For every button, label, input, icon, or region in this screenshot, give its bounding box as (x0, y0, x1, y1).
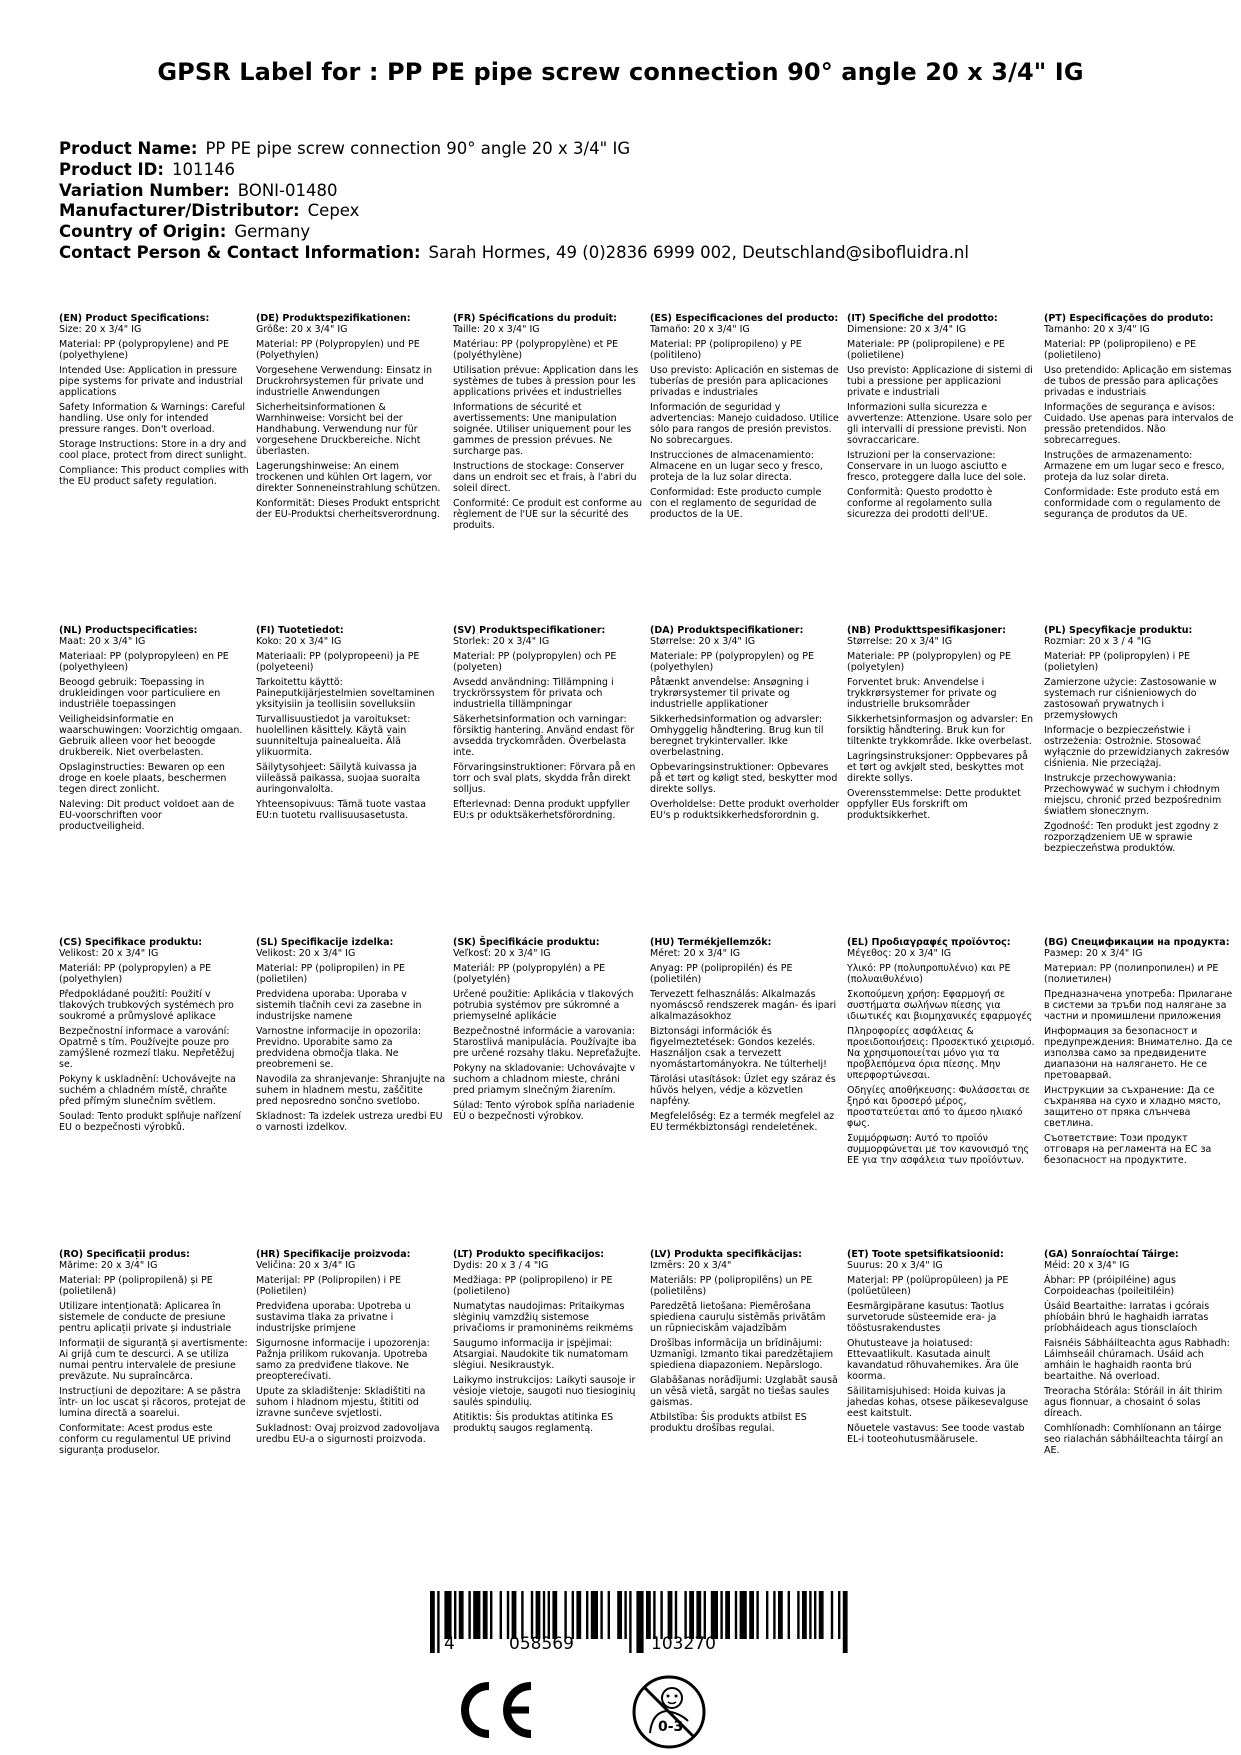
spec-paragraph: Naleving: Dit product voldoet aan de EU-voorschriften voor productveiligheid. (59, 799, 235, 832)
barcode-bar (617, 1591, 622, 1639)
language-spec-heading: (LT) Produkto specifikacijos: (453, 1249, 605, 1260)
language-spec-heading: (CS) Specifikace produktu: (59, 937, 203, 948)
spec-paragraph: Påtænkt anvendelse: Ansøgning i trykrørsystemer til private og industrielle applikationer (650, 677, 809, 710)
language-spec-block (1044, 937, 1234, 1170)
spec-paragraph: Material: PP (polypropylen) och PE (polyeten) (453, 651, 617, 673)
spec-paragraph: Beoogd gebruik: Toepassing in drukleidingen voor particuliere en industriële toepassingen (59, 677, 221, 710)
size-line: Velikost: 20 x 3/4" IG (256, 948, 356, 959)
language-spec-block (59, 937, 249, 1137)
spec-paragraph: Predviđena uporaba: Upotreba u sustavima tlaka za privatne i industrijske primjene (256, 1301, 411, 1334)
spec-paragraph: Laikymo instrukcijos: Laikyti sausoje ir vėsioje vietoje, saugoti nuo tiesioginių saulės spindulių. (453, 1375, 636, 1408)
barcode-bar (536, 1591, 541, 1639)
language-spec-block (256, 1249, 446, 1449)
language-spec-block (256, 937, 446, 1137)
spec-paragraph: Informações de segurança e avisos: Cuidado. Use apenas para intervalos de pressão pretendidos. Não sobrecarregues. (1044, 402, 1234, 446)
spec-paragraph: Lagringsinstruksjoner: Oppbevares på et tørt og avkjølt sted, beskyttes mot direkte sollys. (847, 751, 1028, 784)
barcode-bar (473, 1591, 480, 1639)
barcode-bar (778, 1591, 783, 1639)
spec-paragraph: Ohutusteave ja hoiatused: Ettevaatlikult. Kasutada ainult kavandatud rõhuvahemikes. Ära üle koorma. (847, 1338, 1019, 1382)
barcode-bar (437, 1591, 439, 1653)
language-spec-heading: (ES) Especificaciones del producto: (650, 313, 839, 324)
spec-paragraph: Instrucciones de almacenamiento: Almacene en un lugar seco y fresco, proteja de la luz solar directa. (650, 450, 823, 483)
manufacturer-row (59, 201, 969, 222)
spec-paragraph: Uso previsto: Applicazione di sistemi di tubi a pressione per applicazioni private e industriali (847, 365, 1033, 398)
spec-paragraph: Sukladnost: Ovaj proizvod zadovoljava uredbu EU-a o sigurnosti proizvoda. (256, 1423, 440, 1445)
spec-paragraph: Materiał: PP (polipropylen) i PE (polietylen) (1044, 651, 1190, 673)
spec-paragraph: Bezpečnostní informace a varování: Opatrně s tím. Používejte pouze pro zamýšlené rozmezí tlaku. Nepřetěžuj se. (59, 1026, 235, 1070)
spec-paragraph: Istruzioni per la conservazione: Conservare in un luogo asciutto e fresco, proteggere dalla luce del sole. (847, 450, 1027, 483)
spec-paragraph: Sikkerhedsinformation og advarsler: Omhyggelig håndtering. Brug kun til beregnet trykintervaller. Ikke overbelastning. (650, 714, 824, 758)
spec-paragraph: Съответствие: Този продукт отговаря на регламента на ЕС за безопасност на продуктите. (1044, 1133, 1212, 1166)
contact-value: Sarah Hormes, 49 (0)2836 6999 002, Deutschland@sibofluidra.nl (428, 242, 969, 262)
spec-paragraph: Navodila za shranjevanje: Shranjujte na suhem in hladnem mestu, zaščitite pred neposredno sončno svetlobo. (256, 1074, 446, 1107)
spec-paragraph: Faisnéis Sábháilteachta agus Rabhadh: Láimhseáil chúramach. Úsáid ach amháin le haghaidh raonta brú beartaithe. Ná overload. (1044, 1338, 1230, 1382)
spec-paragraph: Förvaringsinstruktioner: Förvara på en torr och sval plats, skydda från direkt solljus. (453, 762, 636, 795)
language-spec-heading: (FR) Spécifications du produit: (453, 313, 617, 324)
spec-paragraph: Conformitate: Acest produs este conform cu regulamentul UE privind siguranța produselor. (59, 1423, 231, 1456)
country-of-origin-key: Country of Origin: (59, 222, 227, 242)
language-spec-heading: (GA) Sonraíochtaí Táirge: (1044, 1249, 1179, 1260)
contact-row (59, 243, 969, 264)
language-spec-heading: (SL) Specifikacije izdelka: (256, 937, 394, 948)
spec-paragraph: Materijal: PP (Polipropilen) i PE (Polietilen) (256, 1275, 401, 1297)
size-line: Méret: 20 x 3/4" IG (650, 948, 741, 959)
spec-paragraph: Intended Use: Application in pressure pipe systems for private and industrial applications (59, 365, 243, 398)
language-spec-block (453, 625, 643, 825)
language-spec-block (1044, 1249, 1234, 1460)
language-spec-heading: (HU) Termékjellemzők: (650, 937, 772, 948)
spec-paragraph: Zamierzone użycie: Zastosowanie w systemach rur ciśnieniowych do zastosowań prywatnych i przemysłowych (1044, 677, 1217, 721)
spec-paragraph: Material: PP (polipropileno) e PE (polietileno) (1044, 339, 1196, 361)
language-spec-block (59, 313, 249, 491)
language-spec-block (453, 937, 643, 1126)
language-spec-heading: (BG) Спецификации на продукта: (1044, 937, 1230, 948)
language-spec-heading: (LV) Produkta specifikācijas: (650, 1249, 802, 1260)
language-spec-block (847, 937, 1037, 1170)
ean-barcode (420, 1591, 860, 1681)
language-spec-heading: (PT) Especificações do produto: (1044, 313, 1214, 324)
barcode-digit-prefix: 4 (444, 1634, 455, 1654)
spec-paragraph: Materiale: PP (polypropylen) og PE (polyetylen) (847, 651, 1011, 673)
variation-number-row (59, 181, 969, 202)
spec-paragraph: Anyag: PP (polipropilén) és PE (polietilén) (650, 963, 793, 985)
barcode-bar (660, 1591, 662, 1639)
language-specifications-grid (59, 313, 1239, 1561)
barcode-bar (735, 1591, 737, 1639)
barcode-bar (572, 1591, 574, 1639)
spec-paragraph: Conformità: Questo prodotto è conforme al regolamento sulla sicurezza dei prodotti dell'UE. (847, 487, 993, 520)
spec-paragraph: Informazioni sulla sicurezza e avvertenze: Attenzione. Usare solo per gli intervalli di pressione previsti. Non sovraccaricare. (847, 402, 1032, 446)
size-line: Koko: 20 x 3/4" IG (256, 636, 342, 647)
size-line: Größe: 20 x 3/4" IG (256, 324, 348, 335)
spec-paragraph: Tarkoitettu käyttö: Paineputkijärjestelmien soveltaminen yksityisiin ja teollisiin sovelluksiin (256, 677, 435, 710)
barcode-bar (564, 1591, 566, 1639)
barcode-bar (548, 1591, 550, 1639)
spec-paragraph: Turvallisuustiedot ja varoitukset: huolellinen käsittely. Käytä vain suunniteltuja painealueita. Älä ylikuormita. (256, 714, 411, 758)
barcode-bar (608, 1591, 610, 1639)
barcode-bar (653, 1591, 655, 1639)
barcode-bar (788, 1591, 790, 1639)
barcode-bar (689, 1591, 694, 1639)
size-line: Tamaño: 20 x 3/4" IG (650, 324, 750, 335)
language-spec-heading: (NL) Productspecificaties: (59, 625, 198, 636)
size-line: Velikost: 20 x 3/4" IG (59, 948, 159, 959)
spec-paragraph: Upute za skladištenje: Skladištiti na suhom i hladnom mjestu, štititi od izravne sunčeve svjetlosti. (256, 1386, 426, 1419)
spec-paragraph: Materiál: PP (polypropylén) a PE (polyetylén) (453, 963, 606, 985)
barcode-bar (749, 1591, 754, 1639)
barcode-bar (704, 1591, 706, 1639)
language-spec-heading: (ET) Toote spetsifikatsioonid: (847, 1249, 1004, 1260)
size-line: Размер: 20 x 3/4" IG (1044, 948, 1143, 959)
spec-paragraph: Konformität: Dieses Produkt entspricht der EU-Produktsi cherheitsverordnung. (256, 498, 441, 520)
spec-paragraph: Matériau: PP (polypropylène) et PE (polyéthylène) (453, 339, 619, 361)
spec-paragraph: Overholdelse: Dette produkt overholder EU's p roduktsikkerhedsforordnin g. (650, 799, 840, 821)
language-spec-block (59, 1249, 249, 1460)
barcode-bar (831, 1591, 833, 1639)
spec-paragraph: Materiale: PP (polipropilene) e PE (polietilene) (847, 339, 1005, 361)
spec-paragraph: Opbevaringsinstruktioner: Opbevares på et tørt og køligt sted, beskytter mod direkte sollys. (650, 762, 838, 795)
spec-paragraph: Informacje o bezpieczeństwie i ostrzeżenia: Ostrożnie. Stosować wyłącznie do przewidzianych zakresów ciśnienia. Nie przeciążaj. (1044, 725, 1230, 769)
barcode-bar (444, 1591, 451, 1639)
barcode-bar (483, 1591, 488, 1639)
spec-paragraph: Yhteensopivuus: Tämä tuote vastaa EU:n tuotetu rvallisuusasetusta. (256, 799, 427, 821)
size-line: Size: 20 x 3/4" IG (59, 324, 142, 335)
size-line: Méid: 20 x 3/4" IG (1044, 1260, 1130, 1271)
size-line: Mărime: 20 x 3/4" IG (59, 1260, 158, 1271)
spec-paragraph: Úsáid Beartaithe: Iarratas i gcórais phíobáin bhrú le haghaidh iarratas príobháideach agus tionsclaíoch (1044, 1301, 1210, 1334)
spec-paragraph: Opslaginstructies: Bewaren op een droge en koele plaats, beschermen tegen direct zonlicht. (59, 762, 227, 795)
spec-paragraph: Materiaal: PP (polypropyleen) en PE (polyethyleen) (59, 651, 229, 673)
barcode-bar (531, 1591, 533, 1639)
page-title: GPSR Label for : PP PE pipe screw connection 90° angle 20 x 3/4" IG (157, 58, 1084, 86)
barcode-bar (576, 1591, 581, 1639)
spec-paragraph: Megfelelőség: Ez a termék megfelel az EU termékbiztonsági rendeletének. (650, 1111, 835, 1133)
size-line: Størrelse: 20 x 3/4" IG (847, 636, 953, 647)
language-spec-block (453, 313, 643, 535)
barcode-bar (454, 1591, 456, 1639)
language-spec-heading: (DA) Produktspecifikationer: (650, 625, 804, 636)
language-spec-block (847, 1249, 1037, 1449)
spec-paragraph: Informații de siguranță și avertismente: Ai grijă cum te descurci. A se utiliza numai pentru intervalele de presiune prevăzute. Nu supraîncărca. (59, 1338, 248, 1382)
product-id-key: Product ID: (59, 159, 164, 179)
spec-paragraph: Uso pretendido: Aplicação em sistemas de tubos de pressão para aplicações privadas e industriais (1044, 365, 1232, 398)
language-row (59, 937, 1239, 1249)
barcode-bar (591, 1591, 598, 1639)
size-line: Tamanho: 20 x 3/4" IG (1044, 324, 1150, 335)
spec-paragraph: Συμμόρφωση: Αυτό το προϊόν συμμορφώνεται με τον κανονισμό της ΕΕ για την ασφάλεια των προϊόντων. (847, 1133, 1030, 1166)
language-spec-block (1044, 625, 1234, 858)
barcode-bar (636, 1591, 643, 1653)
barcode-bar (773, 1591, 775, 1639)
barcode-bar (668, 1591, 673, 1639)
spec-paragraph: Medžiaga: PP (polipropileno) ir PE (polietileno) (453, 1275, 613, 1297)
spec-paragraph: Uso previsto: Aplicación en sistemas de tuberías de presión para aplicaciones privadas e industriales (650, 365, 839, 398)
product-name-value: PP PE pipe screw connection 90° angle 20 x 3/4" IG (205, 139, 631, 158)
spec-paragraph: Lagerungshinweise: An einem trockenen und kühlen Ort lagern, vor direkter Sonneneinstrahlung schützen. (256, 461, 441, 494)
spec-paragraph: Instructions de stockage: Conserver dans un endroit sec et frais, à l'abri du soleil direct. (453, 461, 637, 494)
spec-paragraph: Υλικό: PP (πολυπροπυλένιο) και PE (πολυαιθυλένιο) (847, 963, 1011, 985)
language-spec-heading: (EL) Προδιαγραφές προϊόντος: (847, 937, 1011, 948)
spec-paragraph: Material: PP (polipropilen) in PE (polietilen) (256, 963, 405, 985)
spec-paragraph: Numatytas naudojimas: Pritaikymas slėginių vamzdžių sistemose privačioms ir pramoninėms reikmėms (453, 1301, 634, 1334)
size-line: Izmērs: 20 x 3/4" (650, 1260, 732, 1271)
spec-paragraph: Materiāls: PP (polipropilēns) un PE (polietilēns) (650, 1275, 813, 1297)
language-spec-heading: (EN) Product Specifications: (59, 313, 210, 324)
spec-paragraph: Efterlevnad: Denna produkt uppfyller EU:s pr oduktsäkerhetsförordning. (453, 799, 630, 821)
language-spec-block (59, 625, 249, 836)
barcode-bar (711, 1591, 718, 1639)
size-line: Μέγεθος: 20 x 3/4" IG (847, 948, 952, 959)
spec-paragraph: Предназначена употреба: Прилагане в системи за тръби под налягане за частни и промишлени приложения (1044, 989, 1233, 1022)
spec-paragraph: Materiale: PP (polypropylen) og PE (polyethylen) (650, 651, 814, 673)
variation-number-value: BONI-01480 (237, 180, 338, 200)
language-spec-heading: (RO) Specificații produs: (59, 1249, 190, 1260)
spec-paragraph: Drošības informācija un brīdinājumi: Uzmanīgi. Izmanto tikai paredzētajiem spiediena diapazoniem. Nepārslogo. (650, 1338, 834, 1371)
spec-paragraph: Ábhar: PP (próipiléine) agus Corpoideachas (poileitiléin) (1044, 1275, 1176, 1297)
ce-mark-icon (455, 1680, 537, 1744)
spec-paragraph: Utilisation prévue: Application dans les systèmes de tubes à pression pour les applications privées et industrielles (453, 365, 639, 398)
spec-paragraph: Safety Information & Warnings: Careful handling. Use only for intended pressure ranges. Don't overload. (59, 402, 246, 435)
language-spec-heading: (PL) Specyfikacje produktu: (1044, 625, 1193, 636)
language-row (59, 313, 1239, 625)
spec-paragraph: Информация за безопасност и предупреждения: Внимателно. Да се използва само за предвидените диапазони на налягането. Не се претоварвай. (1044, 1026, 1233, 1081)
spec-paragraph: Material: PP (Polypropylen) und PE (Polyethylen) (256, 339, 420, 361)
language-spec-heading: (NB) Produkttspesifikasjoner: (847, 625, 1007, 636)
spec-paragraph: Materiaali: PP (polypropeeni) ja PE (polyeteeni) (256, 651, 420, 673)
language-spec-heading: (DE) Produktspezifikationen: (256, 313, 411, 324)
language-spec-heading: (SV) Produktspecifikationer: (453, 625, 606, 636)
barcode-bar (797, 1591, 799, 1639)
size-line: Rozmiar: 20 x 3 / 4 "IG (1044, 636, 1152, 647)
spec-paragraph: Atitiktis: Šis produktas atitinka ES produktų saugos reglamentą. (453, 1412, 614, 1434)
barcode-bar (512, 1591, 517, 1639)
spec-paragraph: Πληροφορίες ασφάλειας & προειδοποιήσεις: Προσεκτικό χειρισμό. Να χρησιμοποιείται μόνο για τα προβλεπόμενα όρια πίεσης. Μην υπερφορτώνεσαι. (847, 1026, 1035, 1081)
spec-paragraph: Utilizare intenționată: Aplicarea în sistemele de conducte de presiune pentru aplicații private și industriale (59, 1301, 232, 1334)
language-spec-block (847, 313, 1037, 524)
spec-paragraph: Paredzētā lietošana: Piemērošana spiediena cauruļu sistēmās privātām un rūpnieciskām vajadzībām (650, 1301, 826, 1334)
spec-paragraph: Informations de sécurité et avertissements: Une manipulation soignée. Utiliser uniquement pour les gammes de pression prévues. Ne surcharge pas. (453, 402, 632, 457)
spec-paragraph: Material: PP (polipropilenă) și PE (polietilenă) (59, 1275, 213, 1297)
barcode-bar (629, 1591, 631, 1653)
spec-paragraph: Varnostne informacije in opozorila: Previdno. Uporabite samo za predvidena območja tlaka. Ne preobremeni se. (256, 1026, 422, 1070)
spec-paragraph: Инструкции за съхранение: Да се съхранява на сухо и хладно място, защитено от пряка слънчева светлина. (1044, 1085, 1221, 1129)
barcode-bar (725, 1591, 730, 1639)
spec-paragraph: Conformidad: Este producto cumple con el reglamento de seguridad de productos de la UE. (650, 487, 822, 520)
barcode-bar (624, 1591, 626, 1639)
spec-paragraph: Eesmärgipärane kasutus: Taotlus survetorude süsteemide era- ja tööstusrakendustes (847, 1301, 1004, 1334)
spec-paragraph: Skladnost: Ta izdelek ustreza uredbi EU o varnosti izdelkov. (256, 1111, 443, 1133)
barcode-bar (430, 1591, 435, 1653)
language-spec-heading: (IT) Specifiche del prodotto: (847, 313, 998, 324)
language-spec-heading: (FI) Tuotetiedot: (256, 625, 344, 636)
size-line: Suurus: 20 x 3/4" IG (847, 1260, 943, 1271)
barcode-bar (766, 1591, 768, 1639)
spec-paragraph: Biztonsági információk és figyelmeztetések: Gondos kezelés. Használjon csak a tervezett nyomástartományokra. Ne túlterhelj! (650, 1026, 827, 1070)
spec-paragraph: Sikkerhetsinformasjon og advarsler: En forsiktig håndtering. Bruk kun for tiltenkte trykkområde. Ikke overbelast. (847, 714, 1034, 747)
country-of-origin-row (59, 222, 969, 243)
barcode-bar (802, 1591, 807, 1639)
barcode-digits-left: 058569 (509, 1634, 574, 1654)
barcode-bar (646, 1591, 651, 1639)
language-spec-block (1044, 313, 1234, 524)
spec-paragraph: Οδηγίες αποθήκευσης: Φυλάσσεται σε ξηρό και δροσερό μέρος, προστατεύεται από το άμεσο ηλιακό φως. (847, 1085, 1030, 1129)
spec-paragraph: Материал: PP (полипропилен) и PE (полиетилен) (1044, 963, 1219, 985)
spec-paragraph: Tervezett felhasználás: Alkalmazás nyomáscső rendszerek magán- és ipari alkalmazásokhoz (650, 989, 837, 1022)
spec-paragraph: Instrucțiuni de depozitare: A se păstra într- un loc uscat și răcoros, protejat de lumina directă a soarelui. (59, 1386, 246, 1419)
spec-paragraph: Předpokládané použití: Použití v tlakových trubkových systémech pro soukromé a průmyslové aplikace (59, 989, 234, 1022)
spec-paragraph: Compliance: This product complies with the EU product safety regulation. (59, 465, 249, 487)
barcode-bar (600, 1591, 602, 1639)
spec-paragraph: Säilytysohjeet: Säilytä kuivassa ja viileässä paikassa, suojaa suoralta auringonvalolta. (256, 762, 421, 795)
language-spec-block (256, 625, 446, 825)
spec-paragraph: Pokyny na skladovanie: Uchovávajte v suchom a chladnom mieste, chráni pred priamym slnečným žiarením. (453, 1063, 636, 1096)
spec-paragraph: Avsedd användning: Tillämpning i tryckrörssystem för privata och industriella tillämpningar (453, 677, 614, 710)
language-spec-heading: (SK) Špecifikácie produktu: (453, 937, 600, 948)
barcode-bar (675, 1591, 677, 1639)
not-for-children-0-3-icon (630, 1673, 708, 1755)
manufacturer-value: Cepex (307, 201, 360, 221)
size-line: Taille: 20 x 3/4" IG (453, 324, 540, 335)
barcode-bar (756, 1591, 758, 1639)
barcode-digits-right: 103270 (651, 1634, 716, 1654)
language-spec-block (650, 313, 840, 524)
spec-paragraph: Instruções de armazenamento: Armazene em um lugar seco e fresco, proteja da luz solar direta. (1044, 450, 1225, 483)
spec-paragraph: Predvidena uporaba: Uporaba v sistemih tlačnih cevi za zasebne in industrijske namene (256, 989, 422, 1022)
spec-paragraph: Información de seguridad y advertencias: Manejo cuidadoso. Utilice sólo para rangos de presión previstos. No sobrecargues. (650, 402, 839, 446)
spec-paragraph: Určené použitie: Aplikácia v tlakových potrubia systémov pre súkromné a priemyselné aplikácie (453, 989, 634, 1022)
barcode-bar (696, 1591, 701, 1639)
spec-paragraph: Conformidade: Este produto está em conformidade com o regulamento de segurança de produtos da UE. (1044, 487, 1221, 520)
spec-paragraph: Material: PP (polipropileno) y PE (politileno) (650, 339, 802, 361)
spec-paragraph: Sigurnosne informacije i upozorenja: Pažnja prilikom rukovanja. Upotreba samo za predviđene tlakove. Ne preopterećivati. (256, 1338, 430, 1382)
language-spec-heading: (HR) Specifikacije proizvoda: (256, 1249, 411, 1260)
spec-paragraph: Vorgesehene Verwendung: Einsatz in Druckrohrsystemen für private und industrielle Anwendungen (256, 365, 433, 398)
spec-paragraph: Materjal: PP (polüpropüleen) ja PE (polüetüleen) (847, 1275, 1009, 1297)
language-spec-block (847, 625, 1037, 825)
product-name-row (59, 139, 969, 160)
size-line: Maat: 20 x 3/4" IG (59, 636, 146, 647)
language-spec-block (650, 625, 840, 825)
barcode-bar (809, 1591, 811, 1639)
barcode-bar (684, 1591, 686, 1639)
barcode-bar (740, 1591, 747, 1639)
product-info (59, 139, 969, 264)
product-id-row (59, 160, 969, 181)
product-name-key: Product Name: (59, 139, 198, 158)
spec-paragraph: Tárolási utasítások: Üzlet egy száraz és hűvös helyen, védje a közvetlen napfény. (650, 1074, 836, 1107)
barcode-bar (468, 1591, 470, 1639)
spec-paragraph: Overensstemmelse: Dette produktet oppfyller EUs forskrift om produktsikkerhet. (847, 788, 1021, 821)
language-spec-block (650, 1249, 840, 1438)
barcode-bar (543, 1591, 545, 1639)
spec-paragraph: Atbilstība: Šis produkts atbilst ES produktu drošības regulai. (650, 1412, 807, 1434)
contact-key: Contact Person & Contact Information: (59, 242, 421, 262)
barcode-bar (459, 1591, 464, 1639)
spec-paragraph: Instrukcje przechowywania: Przechowywać w suchym i chłodnym miejscu, chronić przed bezpośrednim światłem słonecznym. (1044, 773, 1222, 817)
spec-paragraph: Zgodność: Ten produkt jest zgodny z rozporządzeniem UE w sprawie bezpieczeństwa produktów. (1044, 821, 1219, 854)
barcode-bar (720, 1591, 722, 1639)
language-spec-block (256, 313, 446, 524)
spec-paragraph: Soulad: Tento produkt splňuje nařízení EU o bezpečnosti výrobků. (59, 1111, 242, 1133)
barcode-bar (507, 1591, 509, 1639)
spec-paragraph: Material: PP (polypropylene) and PE (polyethylene) (59, 339, 229, 361)
spec-paragraph: Σκοπούμενη χρήση: Εφαρμογή σε συστήματα σωλήνων πίεσης για ιδιωτικές και βιομηχανικές εφαρμογές (847, 989, 1033, 1022)
language-spec-block (453, 1249, 643, 1438)
size-line: Veľkosť: 20 x 3/4" IG (453, 948, 551, 959)
spec-paragraph: Materiál: PP (polypropylen) a PE (polyethylen) (59, 963, 212, 985)
barcode-bar (490, 1591, 492, 1639)
spec-paragraph: Pokyny k uskladnění: Uchovávejte na suchém a chladném místě, chraňte před přímým slunečním světlem. (59, 1074, 236, 1107)
language-row (59, 1249, 1239, 1561)
product-id-value: 101146 (171, 159, 235, 179)
spec-paragraph: Conformité: Ce produit est conforme au règlement de l'UE sur la sécurité des produits. (453, 498, 642, 531)
spec-paragraph: Bezpečnostné informácie a varovania: Starostlivá manipulácia. Používajte iba pre určené rozsahy tlaku. Nepreťažujte. (453, 1026, 641, 1059)
spec-paragraph: Treoracha Stórála: Stóráil in áit thirim agus fionnuar, a chosaint ó solas díreach. (1044, 1386, 1223, 1419)
barcode-bar (552, 1591, 557, 1639)
spec-paragraph: Comhlíonadh: Comhlíonann an táirge seo rialachán sábháilteachta táirgí an AE. (1044, 1423, 1224, 1456)
country-of-origin-value: Germany (234, 222, 311, 242)
barcode-bar (838, 1591, 840, 1639)
spec-paragraph: Nõuetele vastavus: See toode vastab EL-i tooteohutusmäärusele. (847, 1423, 1025, 1445)
manufacturer-key: Manufacturer/Distributor: (59, 201, 300, 221)
size-line: Veličina: 20 x 3/4" IG (256, 1260, 356, 1271)
language-row (59, 625, 1239, 937)
spec-paragraph: Veiligheidsinformatie en waarschuwingen: Voorzichtig omgaan. Gebruik alleen voor het beoogde drukbereik. Niet overbelasten. (59, 714, 243, 758)
size-line: Størrelse: 20 x 3/4" IG (650, 636, 756, 647)
spec-paragraph: Súlad: Tento výrobok spĺňa nariadenie EÚ o bezpečnosti výrobkov. (453, 1100, 635, 1122)
spec-paragraph: Glabāšanas norādījumi: Uzglabāt sausā un vēsā vietā, sargāt no tiešas saules gaismas. (650, 1375, 838, 1408)
variation-number-key: Variation Number: (59, 180, 230, 200)
spec-paragraph: Saugumo informacija ir įspėjimai: Atsargiai. Naudokite tik numatomam slėgiui. Nesikraustyk. (453, 1338, 629, 1371)
spec-paragraph: Säkerhetsinformation och varningar: försiktig hantering. Använd endast för avsedda tryckområden. Överbelasta inte. (453, 714, 635, 758)
size-line: Storlek: 20 x 3/4" IG (453, 636, 550, 647)
barcode-bar (814, 1591, 816, 1639)
spec-paragraph: Forventet bruk: Anvendelse i trykkrørsystemer for private og industrielle bruksområder (847, 677, 997, 710)
language-spec-block (650, 937, 840, 1137)
spec-paragraph: Säilitamisjuhised: Hoida kuivas ja jahedas kohas, otsese päikesevalguse eest kaitstult. (847, 1386, 1029, 1419)
barcode-bar (521, 1591, 523, 1639)
barcode-bar (819, 1591, 824, 1639)
spec-paragraph: Sicherheitsinformationen & Warnhinweise: Vorsicht bei der Handhabung. Verwendung nur für vorgesehene Druckbereiche. Nicht überlasten. (256, 402, 421, 457)
size-line: Dimensione: 20 x 3/4" IG (847, 324, 967, 335)
barcode-bar (500, 1591, 502, 1639)
size-line: Dydis: 20 x 3 / 4 "IG (453, 1260, 549, 1271)
spec-paragraph: Storage Instructions: Store in a dry and cool place, protect from direct sunlight. (59, 439, 247, 461)
barcode-bar (586, 1591, 588, 1639)
age-range-label: 0-3 (658, 1719, 684, 1735)
barcode-bar (843, 1591, 848, 1653)
